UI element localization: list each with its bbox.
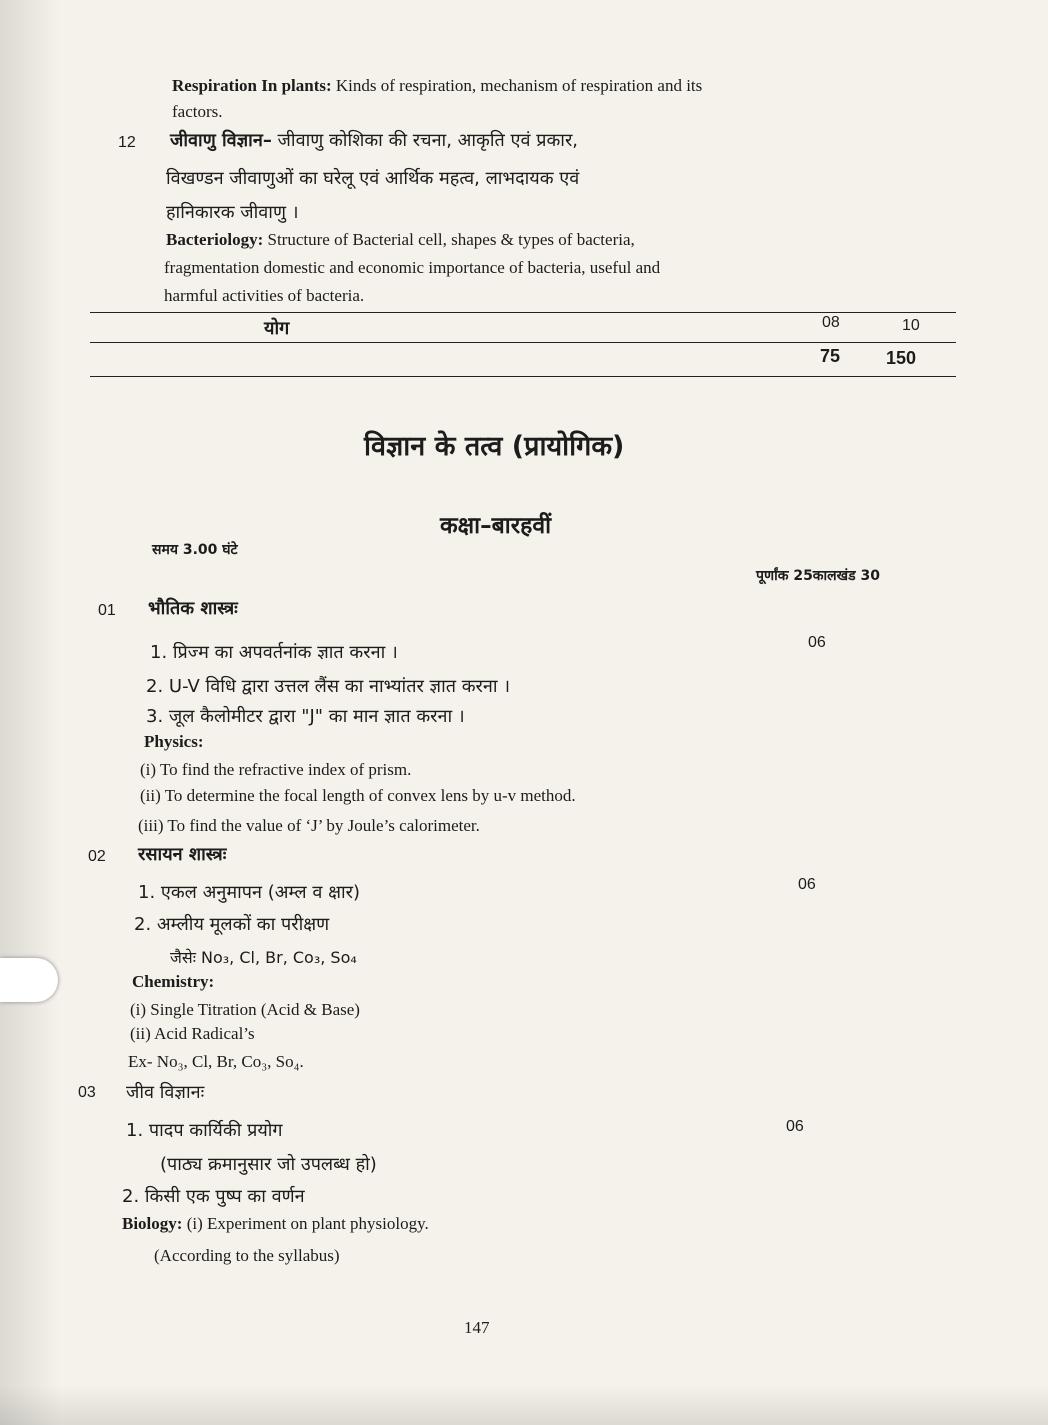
biology-item-en-1-sub: (According to the syllabus) — [154, 1246, 340, 1265]
physics-item-hi-1: 1. प्रिज्म का अपवर्तनांक ज्ञात करना । — [150, 642, 398, 663]
biology-item-hi-1: 1. पादप कार्यिकी प्रयोग — [126, 1120, 283, 1141]
biology-heading-en: Biology: — [122, 1214, 183, 1233]
grand-total-2: 150 — [886, 348, 917, 368]
physics-heading-en: Physics: — [144, 732, 204, 751]
physics-item-en-2: (ii) To determine the focal length of convex lens by u-v method. — [140, 786, 576, 805]
biology-item-en-1-text: (i) Experiment on plant physiology. — [182, 1214, 429, 1233]
time-label: समय 3.00 घंटे — [152, 542, 238, 558]
bacteriology-line-1 — [166, 230, 635, 250]
yog-value-2: 10 — [902, 317, 920, 334]
chemistry-example-en: Ex- No₃, Cl, Br, Co₃, So₄. — [128, 1052, 304, 1071]
table-rule-middle — [90, 342, 956, 343]
item-12-hi-heading: जीवाणु विज्ञान– — [170, 130, 272, 151]
physics-heading-hi: भौतिक शास्त्रः — [148, 598, 238, 619]
physics-number: 01 — [98, 602, 116, 619]
respiration-heading: Respiration In plants: — [172, 76, 332, 95]
grand-total-1: 75 — [820, 346, 841, 366]
bacteriology-line-3: harmful activities of bacteria. — [164, 286, 365, 305]
biology-item-hi-1-sub: (पाठ्य क्रमानुसार जो उपलब्ध हो) — [160, 1154, 377, 1175]
chemistry-item-hi-2: 2. अम्लीय मूलकों का परीक्षण — [134, 914, 330, 935]
respiration-line-2: factors. — [172, 102, 223, 121]
physics-item-en-1: (i) To find the refractive index of prism. — [140, 760, 412, 779]
physics-marks: 06 — [808, 634, 826, 651]
biology-number: 03 — [78, 1084, 96, 1101]
biology-item-en-1 — [122, 1214, 429, 1234]
item-12-hi-text: जीवाणु कोशिका की रचना, आकृति एवं प्रकार, — [271, 130, 579, 151]
biology-heading-hi: जीव विज्ञानः — [126, 1082, 205, 1103]
biology-marks: 06 — [786, 1118, 804, 1135]
marks-label: पूर्णांक 25कालखंड 30 — [756, 568, 880, 584]
physics-item-hi-3: 3. जूल कैलोमीटर द्वारा "J" का मान ज्ञात करना । — [146, 706, 465, 727]
physics-item-en-3: (iii) To find the value of ‘J’ by Joule’s calorimeter. — [138, 816, 480, 835]
chemistry-example-hi: जैसेः No₃, Cl, Br, Co₃, So₄ — [170, 948, 357, 967]
chemistry-heading-en: Chemistry: — [132, 972, 215, 991]
chemistry-item-en-1: (i) Single Titration (Acid & Base) — [130, 1000, 360, 1019]
item-12-hi-line-3: हानिकारक जीवाणु । — [166, 202, 299, 223]
page-bottom-shadow — [0, 1385, 1048, 1425]
yog-value-1: 08 — [822, 314, 840, 331]
table-rule-top — [90, 312, 956, 313]
respiration-line-1 — [172, 76, 702, 96]
bacteriology-heading: Bacteriology: — [166, 230, 264, 249]
chemistry-marks: 06 — [798, 876, 816, 893]
biology-item-hi-2: 2. किसी एक पुष्प का वर्णन — [122, 1186, 305, 1207]
page-title: विज्ञान के तत्व (प्रायोगिक) — [364, 431, 625, 462]
item-12-hi-line-2: विखण्डन जीवाणुओं का घरेलू एवं आर्थिक महत्व, लाभदायक एवं — [166, 168, 580, 189]
chemistry-heading-hi: रसायन शास्त्रः — [138, 844, 227, 865]
bacteriology-line-2: fragmentation domestic and economic importance of bacteria, useful and — [164, 258, 661, 277]
page-number: 147 — [464, 1318, 490, 1337]
chemistry-item-en-2: (ii) Acid Radical’s — [130, 1024, 255, 1043]
yog-label: योग — [264, 318, 290, 339]
respiration-text: Kinds of respiration, mechanism of respiration and its — [331, 76, 703, 95]
chemistry-item-hi-1: 1. एकल अनुमापन (अम्ल व क्षार) — [138, 882, 361, 903]
chemistry-number: 02 — [88, 848, 106, 865]
item-12-number: 12 — [118, 134, 136, 151]
physics-item-hi-2: 2. U-V विधि द्वारा उत्तल लैंस का नाभ्यांतर ज्ञात करना । — [146, 676, 511, 697]
page-edge-shadow — [0, 0, 60, 1425]
table-rule-bottom — [90, 376, 956, 377]
binder-hole — [0, 958, 58, 1002]
bacteriology-text: Structure of Bacterial cell, shapes & types of bacteria, — [263, 230, 635, 249]
item-12-hi-line-1 — [170, 128, 578, 152]
class-label: कक्षा–बारहवीं — [440, 513, 552, 539]
